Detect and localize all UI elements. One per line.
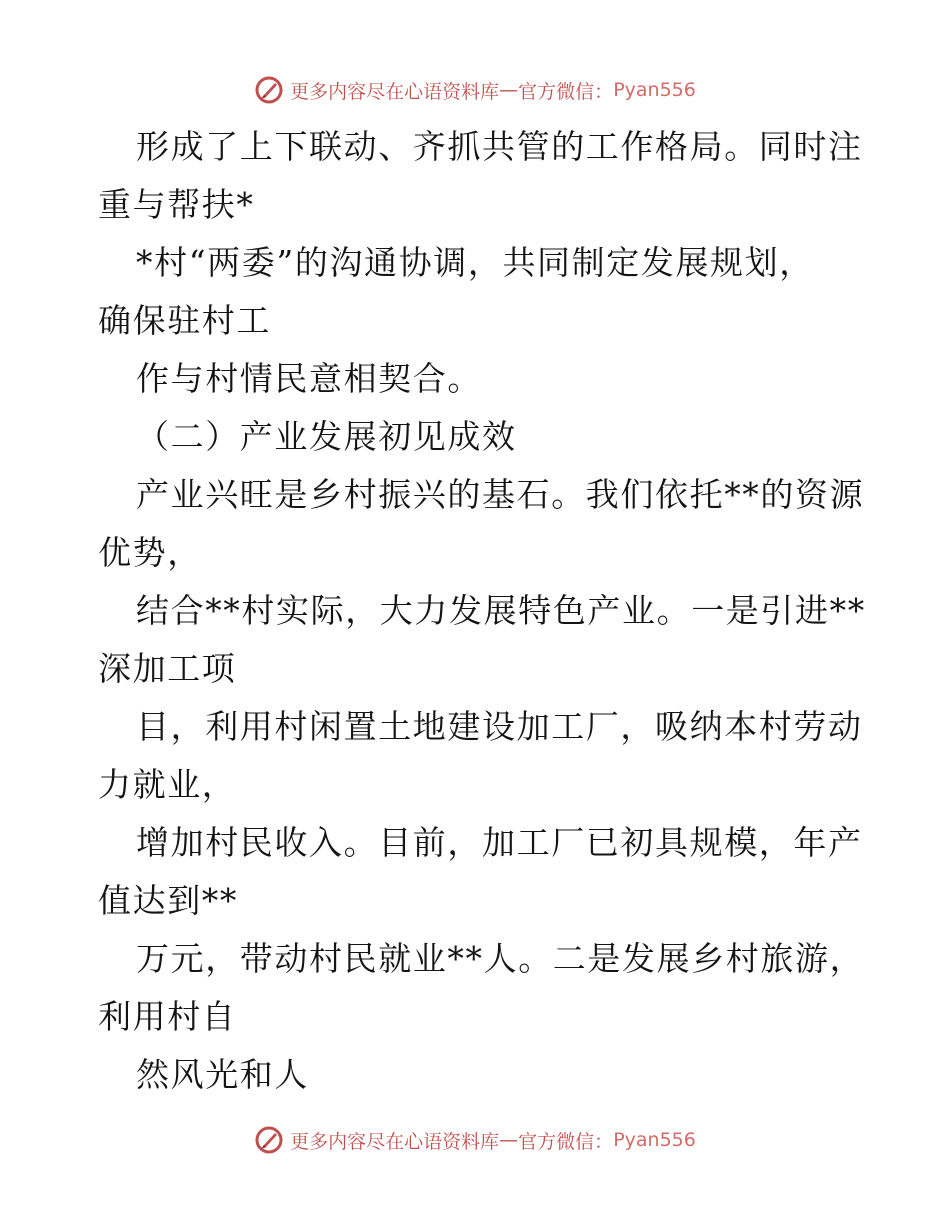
quill-seal-icon xyxy=(254,75,284,105)
watermark-wechat-id: Pyan556 xyxy=(613,79,696,101)
text-line: 然风光和人 xyxy=(136,1055,309,1094)
text-line: 作与村情民意相契合。 xyxy=(136,359,482,398)
text-line: 确保驻村工 xyxy=(98,301,271,340)
text-line: 优势， xyxy=(98,533,202,572)
document-body xyxy=(98,118,866,1104)
watermark-sub-text: 官方微信： xyxy=(518,80,614,103)
text-line: 力就业， xyxy=(98,765,237,804)
watermark-main-text: 更多内容尽在心语资料库 xyxy=(290,1130,500,1153)
watermark-wechat-id: Pyan556 xyxy=(613,1129,696,1151)
text-line: 产业兴旺是乡村振兴的基石。我们依托**的资源 xyxy=(136,475,865,514)
text-line: 结合**村实际，大力发展特色产业。一是引进** xyxy=(136,591,866,630)
footer-watermark xyxy=(0,1120,950,1160)
text-line: 重与帮扶* xyxy=(98,185,255,224)
watermark-main-text: 更多内容尽在心语资料库 xyxy=(290,80,500,103)
watermark-sub-text: 官方微信： xyxy=(518,1130,614,1153)
section-heading: （二）产业发展初见成效 xyxy=(136,417,517,456)
text-line: 增加村民收入。目前，加工厂已初具规模，年产 xyxy=(136,823,863,862)
watermark-separator: — xyxy=(499,79,519,101)
text-line: 形成了上下联动、齐抓共管的工作格局。同时注 xyxy=(136,127,863,166)
text-line: 目，利用村闲置土地建设加工厂，吸纳本村劳动 xyxy=(136,707,863,746)
text-line: 利用村自 xyxy=(98,997,237,1036)
text-line: 万元，带动村民就业**人。二是发展乡村旅游， xyxy=(136,939,865,978)
quill-seal-icon xyxy=(254,1125,284,1155)
text-line: *村“两委”的沟通协调，共同制定发展规划， xyxy=(136,243,814,282)
watermark-separator: — xyxy=(499,1129,519,1151)
header-watermark xyxy=(0,70,950,110)
text-line: 深加工项 xyxy=(98,649,237,688)
text-line: 值达到** xyxy=(98,881,238,920)
